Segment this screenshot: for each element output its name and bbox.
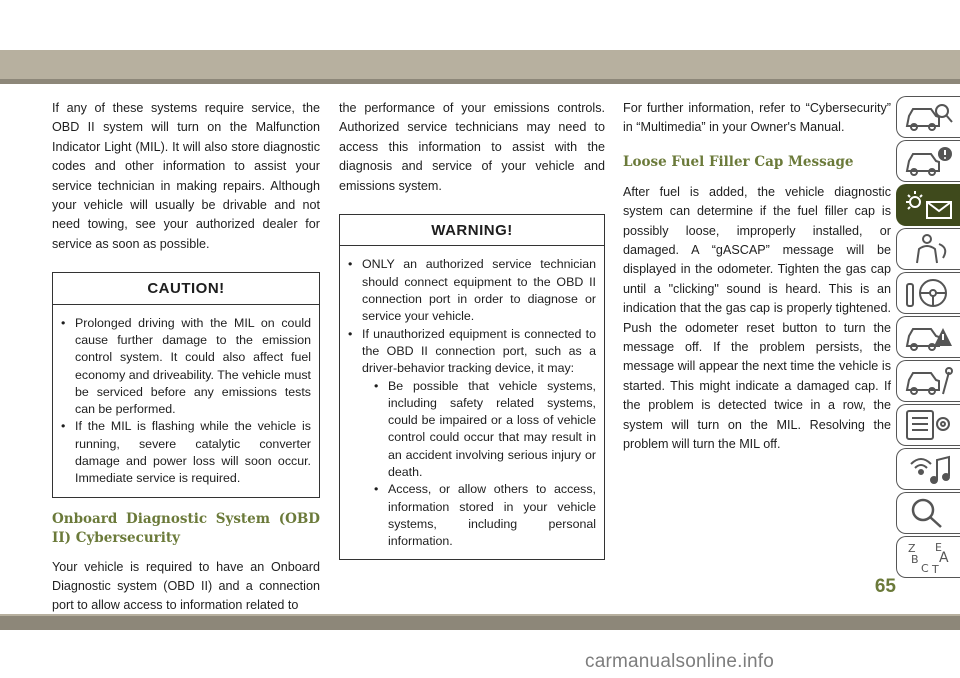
watermark: carmanualsonline.info bbox=[585, 651, 775, 672]
tab-servicing-maintenance[interactable] bbox=[896, 360, 960, 402]
warning-sub-item: • Be possible that vehicle systems, including safety related systems, could be impaired or a loss of vehicle control could occur that may result in an accident involving serious injury or death. bbox=[374, 378, 596, 482]
tab-technical-specifications[interactable] bbox=[896, 404, 960, 446]
warning-item-text: If unauthorized equipment is connected to the OBD II connection port, such as a driver-behavior tracking device, it may: bbox=[362, 326, 596, 376]
multimedia-icon bbox=[903, 452, 955, 486]
footer-band bbox=[0, 614, 960, 630]
index-letter: A bbox=[939, 550, 949, 566]
tab-starting-operating[interactable] bbox=[896, 272, 960, 314]
index-letter: E bbox=[935, 541, 942, 554]
tab-warning-lights-messages[interactable] bbox=[896, 184, 960, 226]
obd-paragraph: Your vehicle is required to have an Onboard Diagnostic system (OBD II) and a connection port to allow access to information related to bbox=[52, 559, 320, 613]
road-hazard-icon bbox=[903, 320, 955, 354]
index-letter: T bbox=[932, 563, 939, 574]
obd-cybersecurity-heading: Onboard Diagnostic System (OBD II) Cybersecurity bbox=[52, 510, 320, 546]
warning-light-message-icon bbox=[903, 188, 955, 222]
car-info-icon bbox=[903, 144, 955, 178]
tab-multimedia[interactable] bbox=[896, 448, 960, 490]
intro-paragraph: If any of these systems require service, the OBD II system will turn on the Malfunction Indicator Light (MIL). It will also store diagnostic codes and other information to assist your service technician in making repairs. Although your vehicle will usually be drivable and not need towing, see your authorized dealer for service as soon as possible. bbox=[52, 101, 320, 251]
car-search-icon bbox=[903, 100, 955, 134]
steering-wheel-icon bbox=[903, 276, 955, 310]
continuation-paragraph: the performance of your emissions controls. Authorized service technicians may need to access this information to assist with the diagnosis and service of your vehicle and emissions system. bbox=[339, 101, 605, 193]
page-number: 65 bbox=[874, 576, 896, 597]
warning-title: WARNING! bbox=[340, 215, 604, 246]
tab-index[interactable] bbox=[896, 536, 960, 578]
warning-item: • ONLY an authorized service technician should connect equipment to the OBD II connection port in order to diagnose or service your vehicle. bbox=[348, 256, 596, 325]
magnifier-icon bbox=[903, 496, 955, 530]
warning-sub-item: • Access, or allow others to access, information stored in your vehicle systems, including personal information. bbox=[374, 481, 596, 550]
header-band bbox=[0, 50, 960, 84]
left-column bbox=[52, 99, 320, 616]
chapter-tabs bbox=[896, 96, 960, 580]
right-column bbox=[623, 99, 891, 455]
further-info-paragraph: For further information, refer to “Cybersecurity” in “Multimedia” in your Owner's Manual. bbox=[623, 101, 891, 135]
caution-title: CAUTION! bbox=[53, 273, 319, 304]
fuel-cap-heading: Loose Fuel Filler Cap Message bbox=[623, 153, 854, 170]
caution-item: • Prolonged driving with the MIL on could cause further damage to the emission control system. It could also affect fuel economy and driveability. The vehicle must be serviced before any emissions tests can be performed. bbox=[61, 315, 311, 419]
tab-safety[interactable] bbox=[896, 228, 960, 270]
caution-box bbox=[52, 272, 320, 497]
fuel-cap-paragraph: After fuel is added, the vehicle diagnostic system can determine if the fuel filler cap is possibly loose, improperly installed, or damaged. A “gASCAP” message will be displayed in the odometer. Tighten the gas cap until a "clicking" sound is heard. This is an indication that the gas cap is properly tightened. Push the odometer reset button to turn the message off. If the problem persists, the message will appear the next time the vehicle is started. This might indicate a damaged cap. If the problem is detected twice in a row, the system will turn on the MIL. Resolving the problem will turn the MIL off. bbox=[623, 184, 891, 452]
warning-item bbox=[348, 326, 596, 551]
airbag-person-icon bbox=[903, 232, 955, 266]
tab-in-case-of-emergency[interactable] bbox=[896, 316, 960, 358]
specifications-gear-icon bbox=[903, 408, 955, 442]
car-wrench-icon bbox=[903, 364, 955, 398]
warning-box bbox=[339, 214, 605, 560]
tab-getting-to-know-vehicle[interactable] bbox=[896, 96, 960, 138]
tab-getting-to-know-panel[interactable] bbox=[896, 140, 960, 182]
middle-column bbox=[339, 99, 605, 560]
index-letter: B bbox=[911, 553, 919, 566]
index-letter: C bbox=[921, 562, 929, 574]
alphabetical-index-icon bbox=[903, 540, 955, 574]
tab-customer-assistance[interactable] bbox=[896, 492, 960, 534]
caution-item: • If the MIL is flashing while the vehicle is running, severe catalytic converter damage and power loss will soon occur. Immediate service is required. bbox=[61, 418, 311, 487]
index-letter: Z bbox=[908, 542, 916, 555]
